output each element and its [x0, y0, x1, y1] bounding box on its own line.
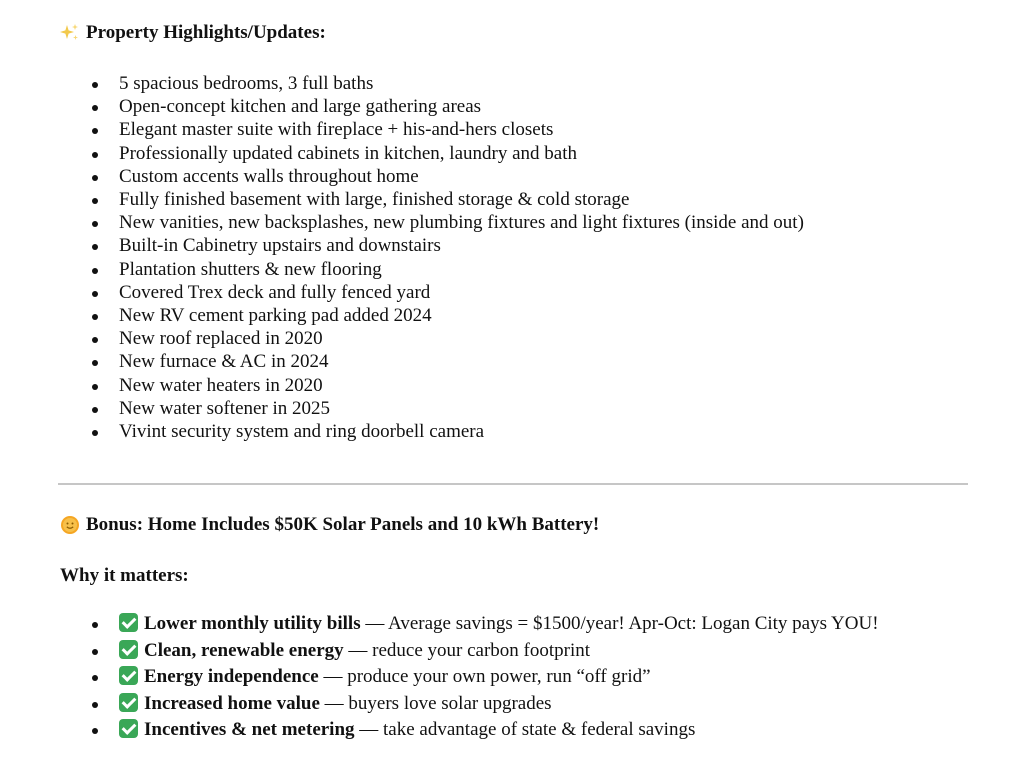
list-item: Professionally updated cabinets in kitchen, laundry and bath: [60, 142, 804, 165]
list-item: Built-in Cabinetry upstairs and downstairs: [60, 234, 804, 257]
check-mark-button-icon: [119, 719, 138, 738]
list-item: Covered Trex deck and fully fenced yard: [60, 281, 804, 304]
benefit-text: — produce your own power, run “off grid”: [318, 666, 651, 687]
list-item: [60, 611, 879, 638]
benefit-label: Increased home value: [144, 692, 320, 714]
section-divider: [58, 483, 968, 485]
list-item: [60, 664, 879, 691]
sparkles-icon: [60, 23, 80, 43]
benefit-label: Lower monthly utility bills: [144, 613, 361, 634]
benefit-label: Incentives & net metering: [144, 719, 355, 740]
highlights-heading: [60, 22, 326, 44]
benefit-text: — take advantage of state & federal savings: [354, 719, 696, 740]
list-item: Open-concept kitchen and large gathering areas: [60, 95, 804, 118]
check-mark-button-icon: [119, 613, 138, 632]
list-item: Elegant master suite with fireplace + his-and-hers closets: [60, 118, 804, 141]
why-heading: [60, 565, 189, 587]
list-item: 5 spacious bedrooms, 3 full baths: [60, 72, 804, 95]
benefit-text: — buyers love solar upgrades: [319, 692, 552, 714]
benefit-label: Energy independence: [144, 666, 319, 687]
why-title: Why it matters:: [60, 565, 189, 586]
list-item: New RV cement parking pad added 2024: [60, 304, 804, 327]
check-mark-button-icon: [119, 666, 138, 685]
benefit-label: Clean, renewable energy: [144, 639, 344, 661]
check-mark-button-icon: [119, 693, 138, 712]
list-item: [60, 638, 879, 665]
highlights-list: [60, 72, 804, 443]
benefit-text: — Average savings = $1500/year! Apr-Oct: Logan City pays YOU!: [360, 613, 879, 634]
sun-face-icon: [60, 515, 80, 535]
list-item: Vivint security system and ring doorbell camera: [60, 420, 804, 443]
highlights-title: Property Highlights/Updates:: [86, 22, 326, 43]
check-mark-button-icon: [119, 640, 138, 659]
list-item: [60, 717, 879, 744]
benefit-text: — reduce your carbon footprint: [343, 639, 591, 661]
list-item: [60, 691, 879, 718]
bonus-heading: [60, 514, 599, 536]
list-item: New roof replaced in 2020: [60, 327, 804, 350]
list-item: Custom accents walls throughout home: [60, 165, 804, 188]
list-item: New water heaters in 2020: [60, 374, 804, 397]
list-item: Plantation shutters & new flooring: [60, 258, 804, 281]
bonus-title: Bonus: Home Includes $50K Solar Panels and 10 kWh Battery!: [86, 514, 600, 535]
list-item: Fully finished basement with large, finished storage & cold storage: [60, 188, 804, 211]
list-item: New furnace & AC in 2024: [60, 350, 804, 373]
why-list: [60, 611, 879, 744]
list-item: New water softener in 2025: [60, 397, 804, 420]
list-item: New vanities, new backsplashes, new plumbing fixtures and light fixtures (inside and out): [60, 211, 804, 234]
